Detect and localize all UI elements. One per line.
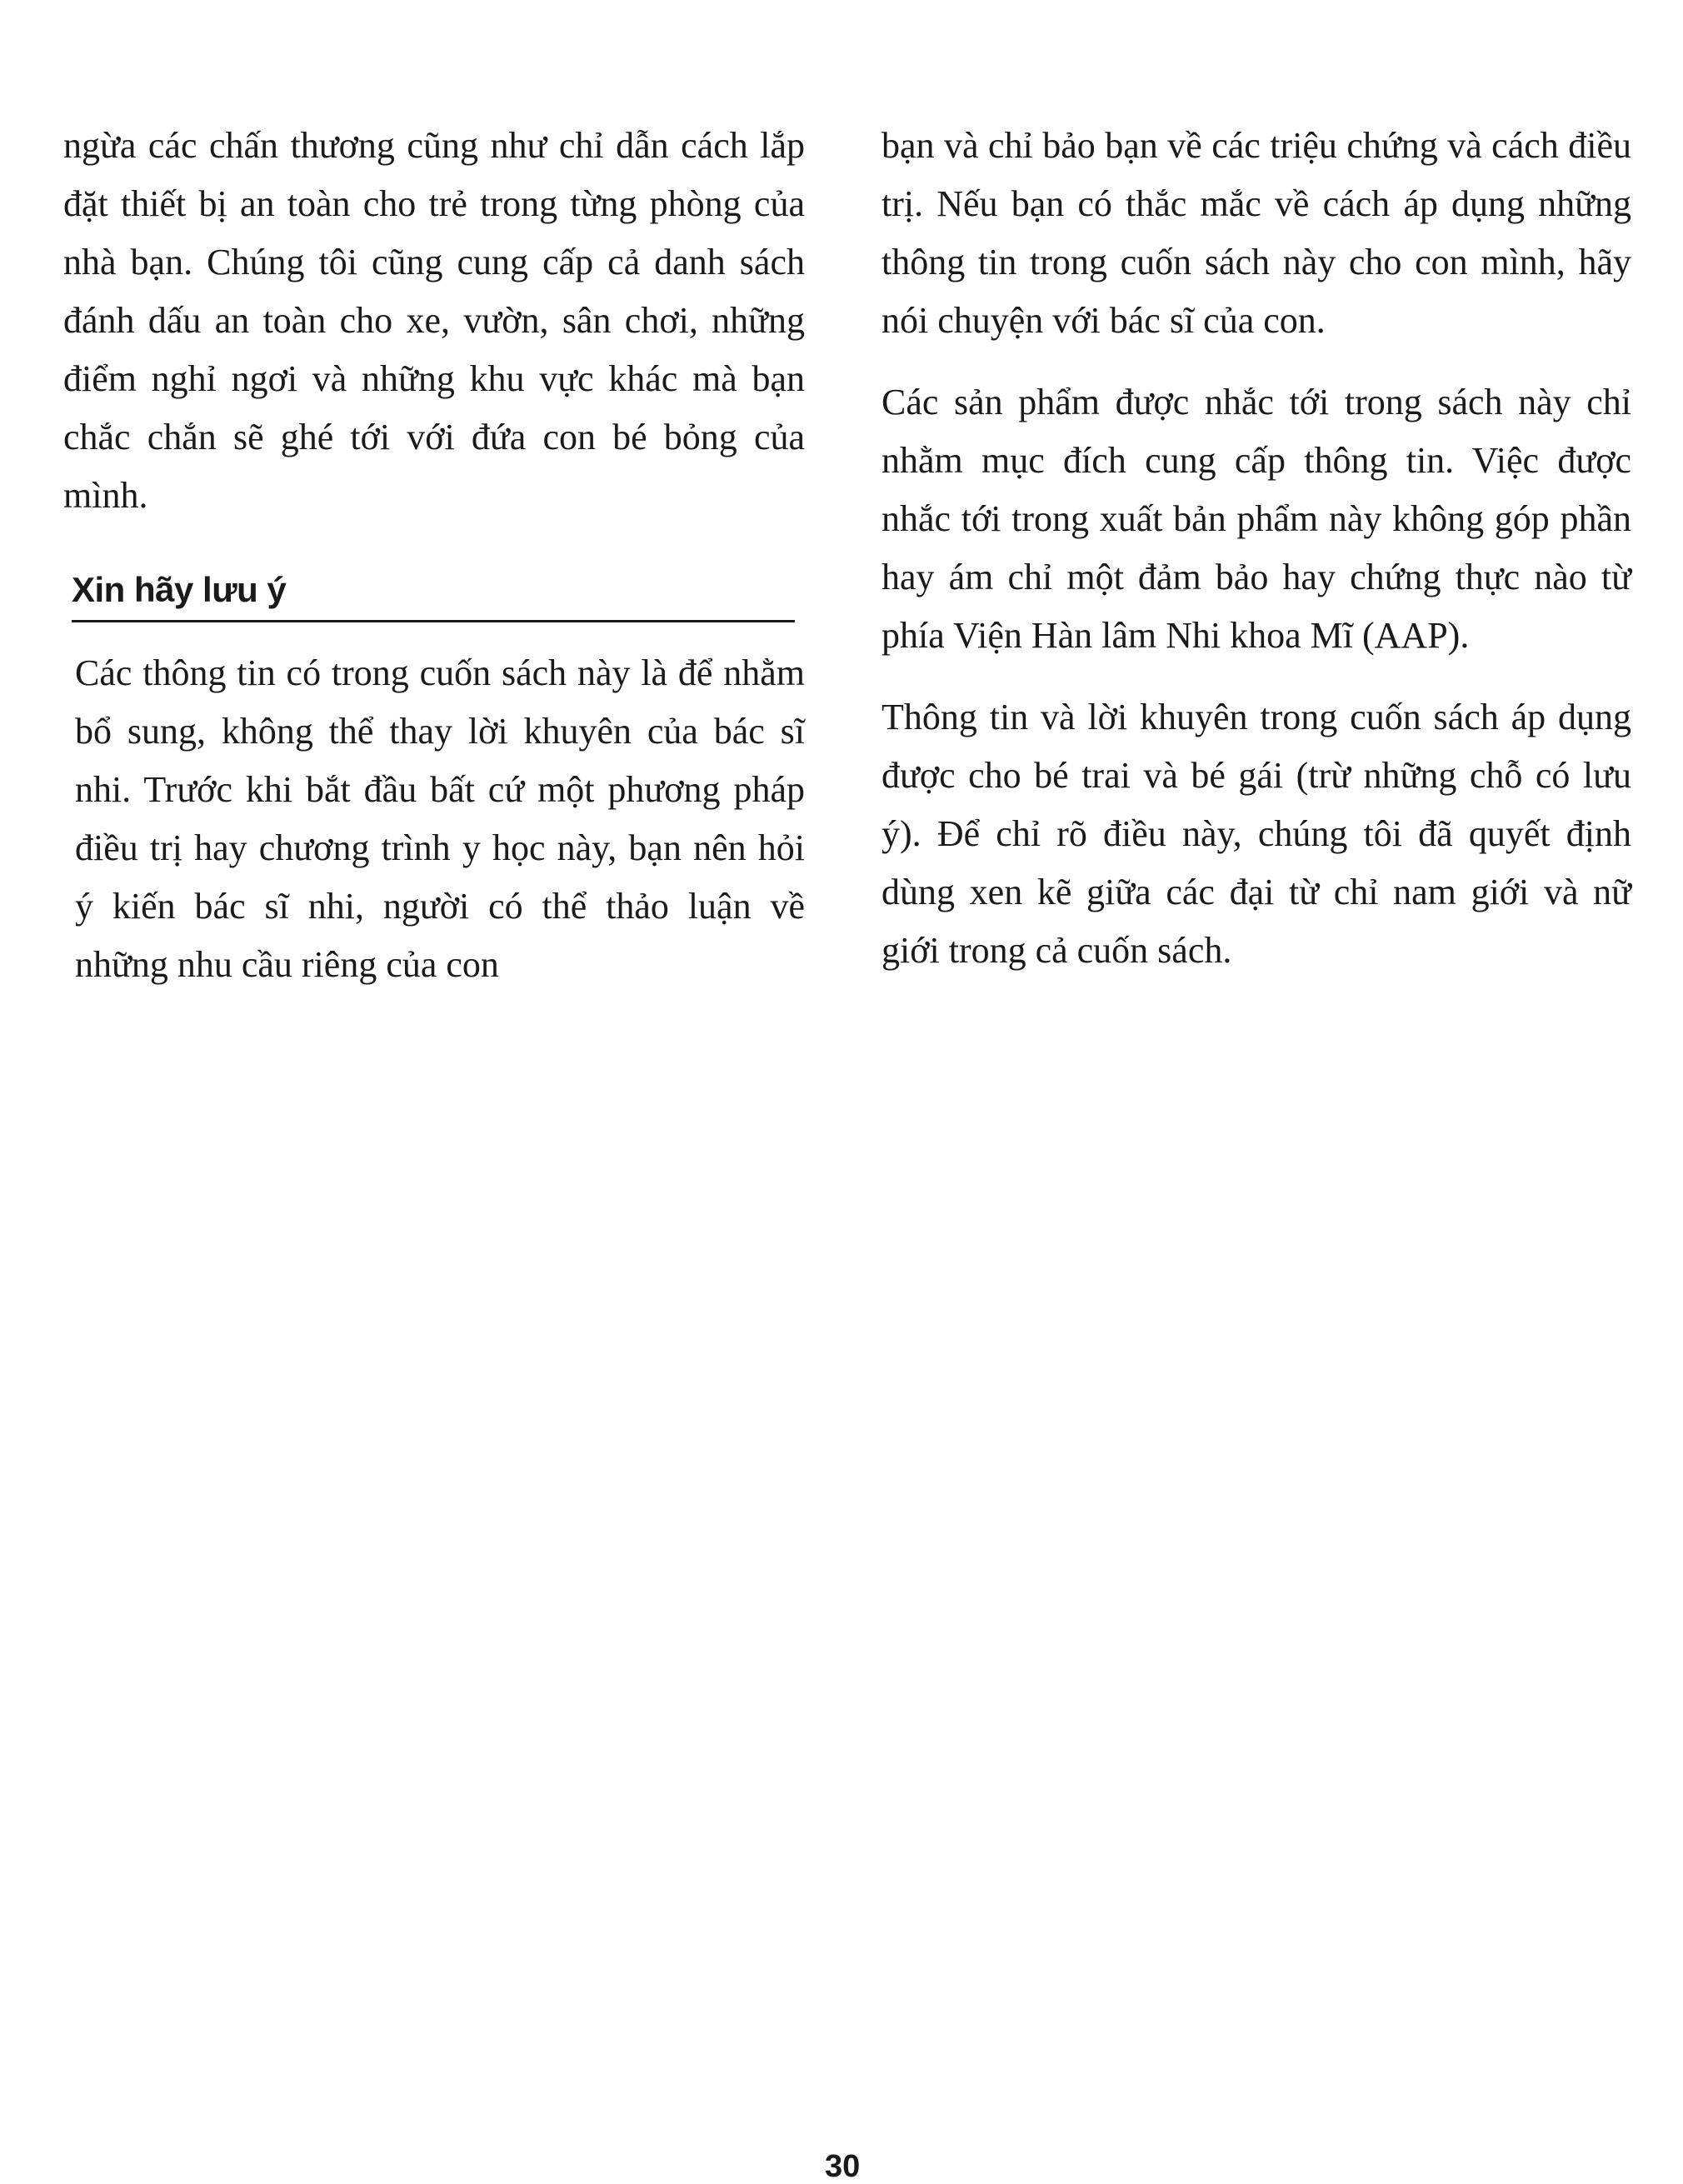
page-number: 30 (825, 2149, 861, 2184)
paragraph-products: Các sản phẩm được nhắc tới trong sách này chỉ nhằm mục đích cung cấp thông tin. Việc được nhắc tới trong xuất bản phẩm này không góp phần hay ám chỉ một đảm bảo hay chứng thực nào từ phía Viện Hàn lâm Nhi khoa Mĩ (AAP). (881, 382, 1631, 656)
right-column (881, 117, 1631, 980)
section-heading (72, 565, 795, 622)
paragraph-symptoms: bạn và chỉ bảo bạn về các triệu chứng và cách điều trị. Nếu bạn có thắc mắc về cách áp dụng những thông tin trong cuốn sách này cho con mình, hãy nói chuyện với bác sĩ của con. (881, 125, 1631, 341)
section-heading-text: Xin hãy lưu ý (72, 570, 287, 609)
left-column (63, 117, 805, 994)
intro-paragraph: ngừa các chấn thương cũng như chỉ dẫn cách lắp đặt thiết bị an toàn cho trẻ trong từng phòng của nhà bạn. Chúng tôi cũng cung cấp cả danh sách đánh dấu an toàn cho xe, vườn, sân chơi, những điểm nghỉ ngơi và những khu vực khác mà bạn chắc chắn sẽ ghé tới với đứa con bé bỏng của mình. (63, 125, 805, 516)
paragraph-gender-pronouns: Thông tin và lời khuyên trong cuốn sách áp dụng được cho bé trai và bé gái (trừ những chỗ có lưu ý). Để chỉ rõ điều này, chúng tôi đã quyết định dùng xen kẽ giữa các đại từ chỉ nam giới và nữ giới trong cả cuốn sách. (881, 697, 1631, 971)
note-paragraph: Các thông tin có trong cuốn sách này là để nhằm bổ sung, không thể thay lời khuyên của bác sĩ nhi. Trước khi bắt đầu bất cứ một phương pháp điều trị hay chương trình y học này, bạn nên hỏi ý kiến bác sĩ nhi, người có thể thảo luận về những nhu cầu riêng của con (75, 652, 805, 985)
